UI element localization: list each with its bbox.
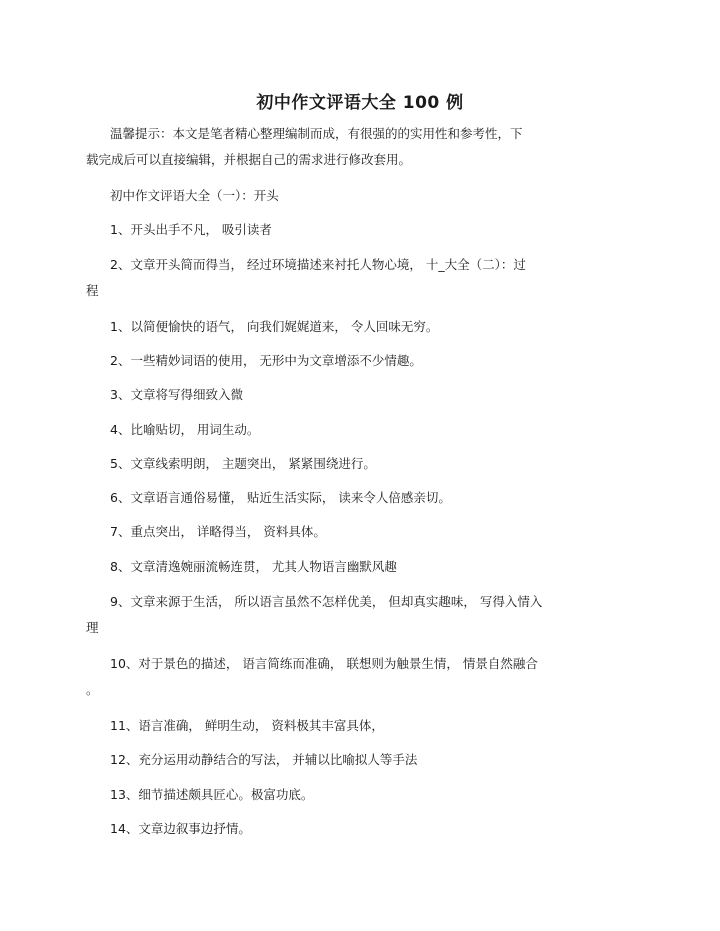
list-item: 13、细节描述颇具匠心。极富功底。 bbox=[110, 787, 314, 802]
list-item: 8、文章清逸婉丽流畅连贯， 尤其人物语言幽默风趣 bbox=[110, 559, 397, 574]
list-item: 1、开头出手不凡， 吸引读者 bbox=[110, 222, 272, 237]
list-item: 14、文章边叙事边抒情。 bbox=[110, 821, 251, 836]
list-item: 6、文章语言通俗易懂， 贴近生活实际， 读来令人倍感亲切。 bbox=[110, 490, 451, 505]
list-item: 2、一些精妙词语的使用， 无形中为文章增添不少情趣。 bbox=[110, 353, 422, 368]
document-title: 初中作文评语大全 100 例 bbox=[256, 93, 464, 113]
list-item: 5、文章线索明朗， 主题突出， 紧紧围绕进行。 bbox=[110, 456, 376, 471]
list-item: 4、比喻贴切， 用词生动。 bbox=[110, 422, 260, 437]
list-item: 12、充分运用动静结合的写法， 并辅以比喻拟人等手法 bbox=[110, 752, 418, 767]
list-item: 10、对于景色的描述， 语言简练而准确， 联想则为触景生情， 情景自然融合 。 bbox=[86, 656, 538, 697]
list-item: 9、文章来源于生活， 所以语言虽然不怎样优美， 但却真实趣味， 写得入情入 理 bbox=[86, 594, 543, 635]
section-heading: 初中作文评语大全（一）：开头 bbox=[110, 188, 279, 203]
intro-paragraph bbox=[86, 121, 610, 173]
intro-line-1: 温馨提示：本文是笔者精心整理编制而成，有很强的的实用性和参考性，下 bbox=[110, 126, 523, 141]
list-item: 11、语言准确， 鲜明生动， 资料极其丰富具体， bbox=[110, 718, 384, 733]
list-item: 3、文章将写得细致入微 bbox=[110, 387, 243, 402]
intro-line-2: 载完成后可以直接编辑，并根据自己的需求进行修改套用。 bbox=[86, 152, 412, 167]
list-item: 1、以简便愉快的语气， 向我们娓娓道来， 令人回味无穷。 bbox=[110, 319, 439, 334]
list-item: 2、文章开头简而得当， 经过环境描述来衬托人物心境， 十_大全（二）：过 程 bbox=[86, 257, 526, 298]
list-item: 7、重点突出， 详略得当， 资料具体。 bbox=[110, 524, 326, 539]
